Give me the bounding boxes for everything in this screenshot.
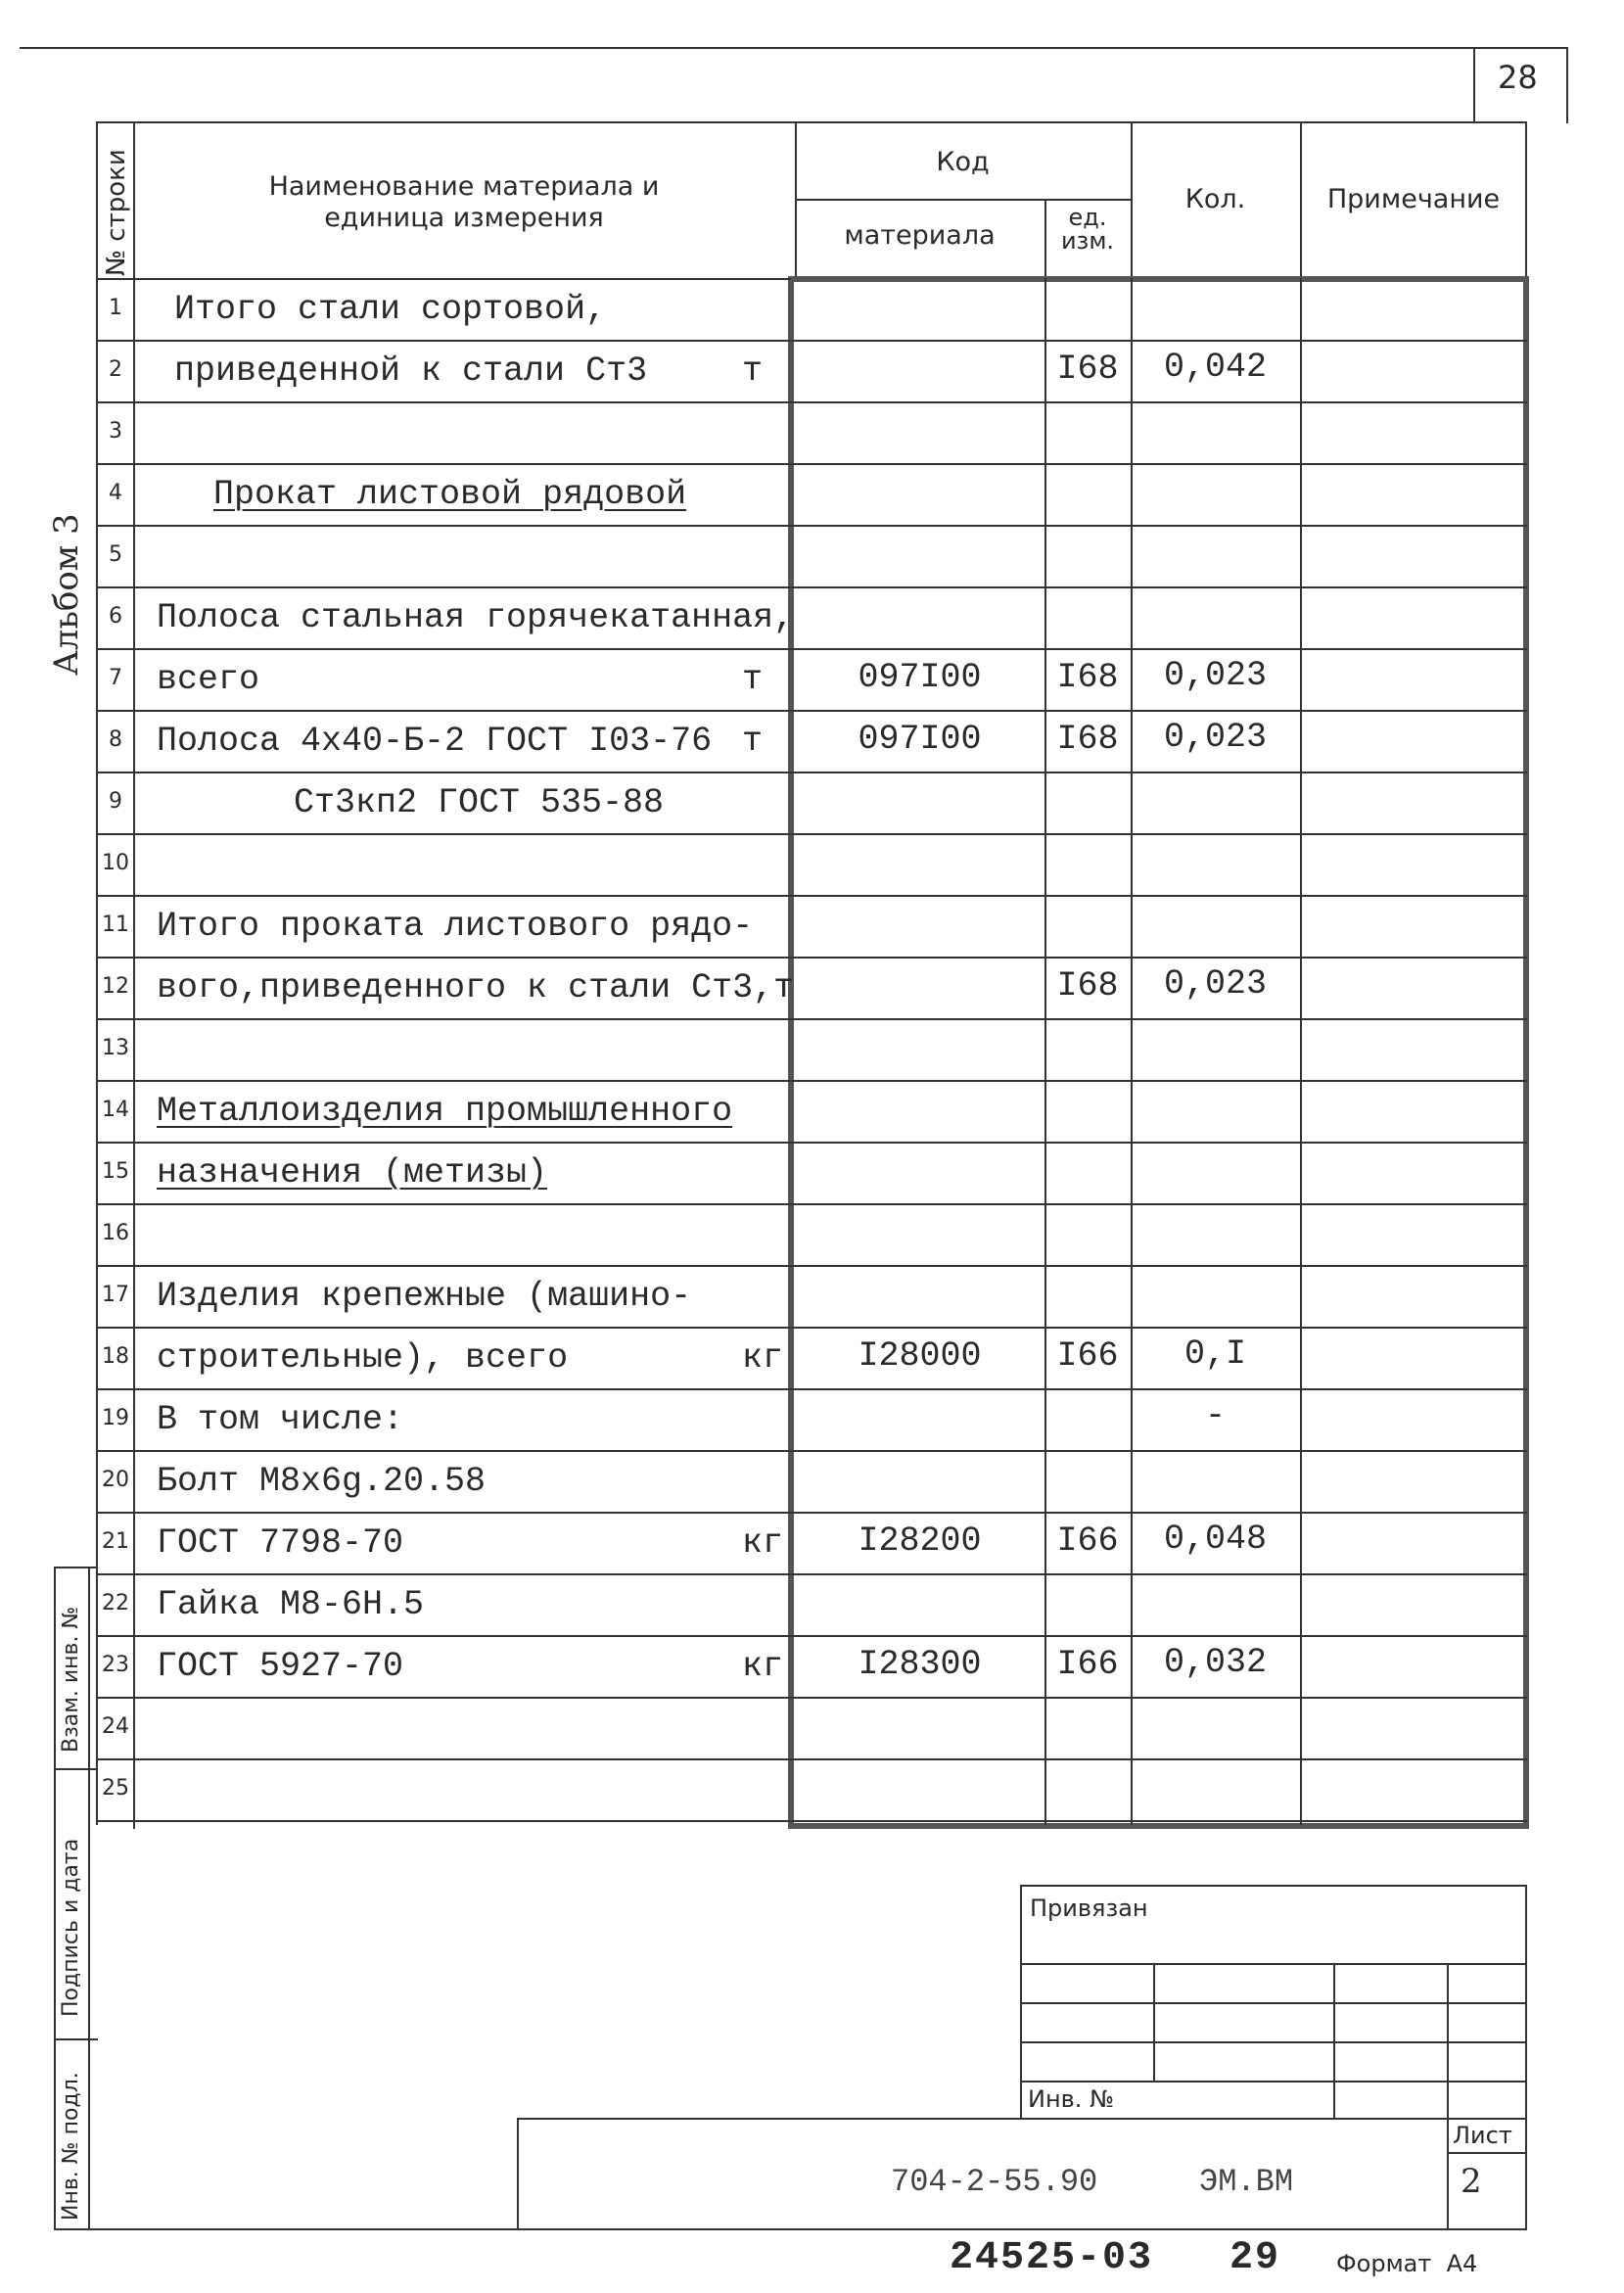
row-number: 21 (102, 1529, 129, 1554)
row-name: Изделия крепежные (машино- (157, 1277, 692, 1316)
row-unit-label: т (742, 351, 764, 391)
stamp-doc-mark: ЭМ.ВМ (1199, 2164, 1294, 2200)
row-name: Болт М8х6g.20.58 (157, 1462, 487, 1501)
row-number: 18 (102, 1344, 129, 1369)
row-unit-label: кг (742, 1523, 784, 1563)
row-quantity: 0,I (1183, 1334, 1246, 1374)
row-name: Прокат листовой рядовой (213, 475, 687, 514)
row-material-code: 097I00 (858, 720, 982, 759)
row-unit-code: I68 (1056, 966, 1119, 1006)
row-unit-code: I68 (1056, 720, 1119, 759)
margin-vzam: Взам. инв. № (59, 1606, 83, 1753)
row-quantity: 0,023 (1163, 656, 1268, 695)
header-name: Наименование материала и единица измерения (268, 171, 660, 233)
row-quantity: 0,048 (1163, 1520, 1268, 1559)
row-divider (96, 463, 1527, 465)
row-divider (96, 1573, 1527, 1575)
row-divider (96, 1203, 1527, 1205)
row-divider (96, 401, 1527, 403)
row-number: 20 (102, 1468, 129, 1492)
row-quantity: 0,032 (1163, 1643, 1268, 1682)
row-number: 17 (102, 1283, 129, 1307)
row-number: 9 (109, 789, 122, 814)
row-unit-code: I66 (1056, 1336, 1119, 1376)
margin-inv-podl: Инв. № подл. (59, 2072, 83, 2221)
row-divider (96, 1512, 1527, 1514)
margin-podpis: Подпись и дата (59, 1838, 83, 2017)
row-number: 24 (102, 1714, 129, 1739)
row-name: всего (157, 660, 260, 699)
row-number: 11 (102, 913, 129, 937)
row-name: В том числе: (157, 1400, 404, 1439)
footer-handwritten: 24525-03 29 (950, 2236, 1281, 2280)
row-number: 10 (102, 851, 129, 875)
row-unit-code: I68 (1056, 658, 1119, 697)
row-name: Полоса стальная горячекатанная, (157, 598, 795, 637)
row-name: Итого стали сортовой, (174, 290, 607, 329)
row-divider (96, 1018, 1527, 1020)
row-number: 6 (109, 604, 122, 629)
row-quantity: 0,023 (1163, 964, 1268, 1004)
row-number: 3 (109, 419, 122, 444)
row-number: 8 (109, 727, 122, 752)
row-number: 7 (109, 666, 122, 690)
row-name: приведенной к стали Ст3 (174, 351, 648, 391)
row-name: вого,приведенного к стали Ст3,т (157, 968, 795, 1007)
row-number: 16 (102, 1221, 129, 1245)
row-divider (96, 895, 1527, 897)
row-name: Металлоизделия промышленного (157, 1092, 733, 1131)
row-number: 23 (102, 1653, 129, 1677)
row-unit-label: т (742, 660, 764, 699)
row-number: 13 (102, 1036, 129, 1060)
row-number: 25 (102, 1776, 129, 1801)
row-unit-label: кг (742, 1338, 784, 1378)
row-number: 14 (102, 1098, 129, 1122)
row-material-code: I28300 (858, 1645, 982, 1684)
header-material: материала (844, 220, 996, 251)
row-name: Ст3кп2 ГОСТ 535-88 (294, 783, 665, 822)
row-divider (96, 957, 1527, 959)
row-divider (96, 1697, 1527, 1699)
row-number: 15 (102, 1159, 129, 1184)
row-number: 12 (102, 974, 129, 999)
row-divider (96, 772, 1527, 773)
header-unit: ед. изм. (1060, 204, 1115, 255)
row-divider (96, 710, 1527, 712)
row-name: Полоса 4х40-Б-2 ГОСТ I03-76 (157, 722, 713, 761)
row-name: Гайка М8-6Н.5 (157, 1585, 425, 1624)
row-name: строительные), всего (157, 1338, 569, 1378)
row-number: 1 (109, 296, 122, 320)
row-unit-code: I68 (1056, 350, 1119, 389)
page-number: 28 (1498, 59, 1538, 96)
stamp-privyazan: Привязан (1030, 1895, 1148, 1922)
stamp-inv-no: Инв. № (1028, 2085, 1115, 2113)
row-divider (96, 340, 1527, 342)
header-note: Примечание (1326, 184, 1501, 214)
row-quantity: 0,023 (1163, 718, 1268, 757)
row-number: 22 (102, 1591, 129, 1615)
row-name: назначения (метизы) (157, 1153, 548, 1193)
row-unit-label: кг (742, 1647, 784, 1686)
row-name: Итого проката листового рядо- (157, 907, 754, 946)
row-divider (96, 1080, 1527, 1082)
album-label: Альбом 3 (47, 513, 86, 676)
row-name: ГОСТ 7798-70 (157, 1523, 404, 1563)
row-name: ГОСТ 5927-70 (157, 1647, 404, 1686)
row-divider (96, 1450, 1527, 1452)
row-divider (96, 1388, 1527, 1390)
row-quantity: - (1204, 1396, 1226, 1435)
row-quantity: 0,042 (1163, 348, 1268, 387)
header-code: Код (936, 147, 990, 177)
row-number: 19 (102, 1406, 129, 1430)
row-divider (96, 525, 1527, 527)
footer-format: Формат А4 (1336, 2250, 1478, 2277)
row-number: 5 (109, 542, 122, 567)
row-divider (96, 648, 1527, 650)
row-divider (96, 1635, 1527, 1637)
row-divider (96, 1327, 1527, 1329)
row-material-code: I28200 (858, 1521, 982, 1561)
row-material-code: 097I00 (858, 658, 982, 697)
row-unit-label: т (742, 722, 764, 761)
row-divider (96, 1265, 1527, 1267)
row-unit-code: I66 (1056, 1645, 1119, 1684)
row-number: 4 (109, 481, 122, 505)
row-unit-code: I66 (1056, 1521, 1119, 1561)
row-number: 2 (109, 357, 122, 382)
stamp-doc-code: 704-2-55.90 (891, 2164, 1098, 2200)
row-divider (96, 1758, 1527, 1760)
row-divider (96, 1142, 1527, 1144)
row-divider (96, 1820, 1527, 1822)
stamp-sheet-label: Лист (1453, 2122, 1512, 2149)
row-divider (96, 833, 1527, 835)
header-row-no: № строки (102, 149, 131, 276)
header-qty: Кол. (1184, 184, 1246, 214)
row-material-code: I28000 (858, 1336, 982, 1376)
stamp-sheet-no: 2 (1461, 2162, 1482, 2201)
row-divider (96, 586, 1527, 588)
